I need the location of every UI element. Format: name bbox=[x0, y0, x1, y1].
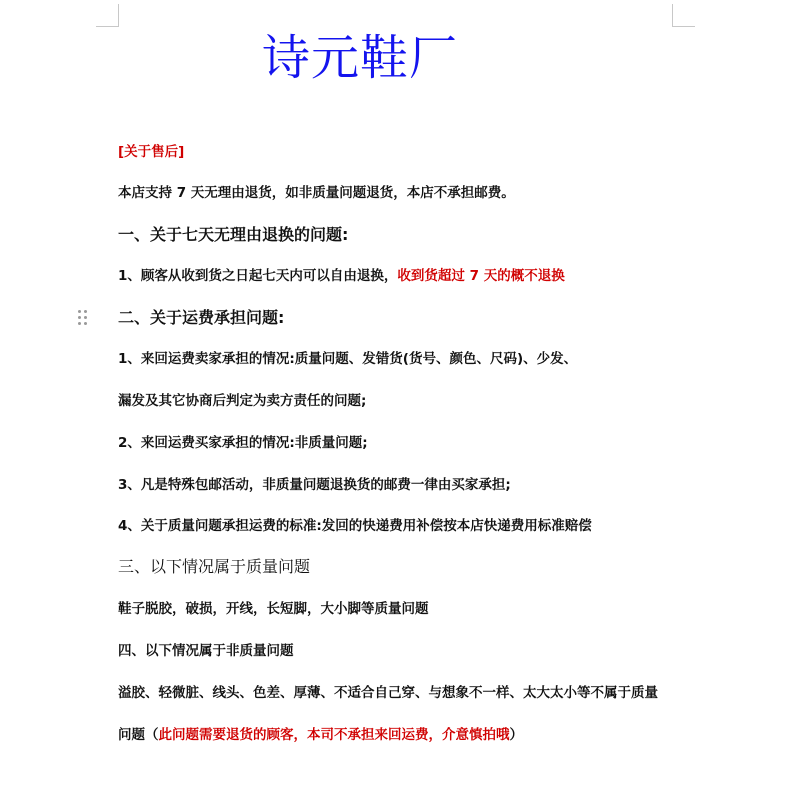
non-quality-warning: 此问题需要退货的顾客，本司不承担来回运费，介意慎拍哦 bbox=[158, 727, 510, 743]
heading-four: 四、以下情况属于非质量问题 bbox=[118, 643, 294, 659]
non-quality-issues-line-2 bbox=[118, 726, 523, 744]
page-corner-mark-top-right bbox=[672, 4, 695, 27]
special-shipping-paragraph: 3、凡是特殊包邮活动，非质量问题退换货的邮费一律由买家承担; bbox=[118, 477, 511, 493]
section-label: [关于售后] bbox=[118, 144, 185, 160]
page-corner-mark-top-left bbox=[96, 4, 119, 27]
drag-handle-icon[interactable] bbox=[78, 310, 88, 326]
shipping-seller-line-1: 1、来回运费卖家承担的情况:质量问题、发错货(货号、颜色、尺码)、少发、 bbox=[118, 351, 578, 367]
heading-one: 一、关于七天无理由退换的问题: bbox=[118, 225, 349, 244]
return-policy-warning: 收到货超过 7 天的概不退换 bbox=[397, 268, 565, 284]
quality-issues-paragraph: 鞋子脱胶，破损，开线，长短脚，大小脚等质量问题 bbox=[118, 601, 429, 617]
heading-two: 二、关于运费承担问题: bbox=[118, 308, 285, 327]
non-quality-prefix: 问题（ bbox=[118, 727, 159, 743]
intro-paragraph: 本店支持 7 天无理由退货，如非质量问题退货，本店不承担邮费。 bbox=[118, 185, 515, 201]
non-quality-suffix: ） bbox=[509, 727, 523, 743]
shipping-seller-line-2: 漏发及其它协商后判定为卖方责任的问题; bbox=[118, 393, 367, 409]
heading-three: 三、以下情况属于质量问题 bbox=[118, 557, 311, 576]
document-title: 诗元鞋厂 bbox=[262, 30, 459, 86]
quality-shipping-standard-paragraph: 4、关于质量问题承担运费的标准:发回的快递费用补偿按本店快递费用标准赔偿 bbox=[118, 518, 592, 534]
non-quality-issues-line-1: 溢胶、轻微脏、线头、色差、厚薄、不适合自己穿、与想象不一样、太大太小等不属于质量 bbox=[118, 685, 658, 701]
paragraph-return-policy bbox=[118, 267, 565, 285]
shipping-buyer-paragraph: 2、来回运费买家承担的情况:非质量问题; bbox=[118, 435, 368, 451]
return-policy-text: 1、顾客从收到货之日起七天内可以自由退换， bbox=[118, 268, 398, 284]
